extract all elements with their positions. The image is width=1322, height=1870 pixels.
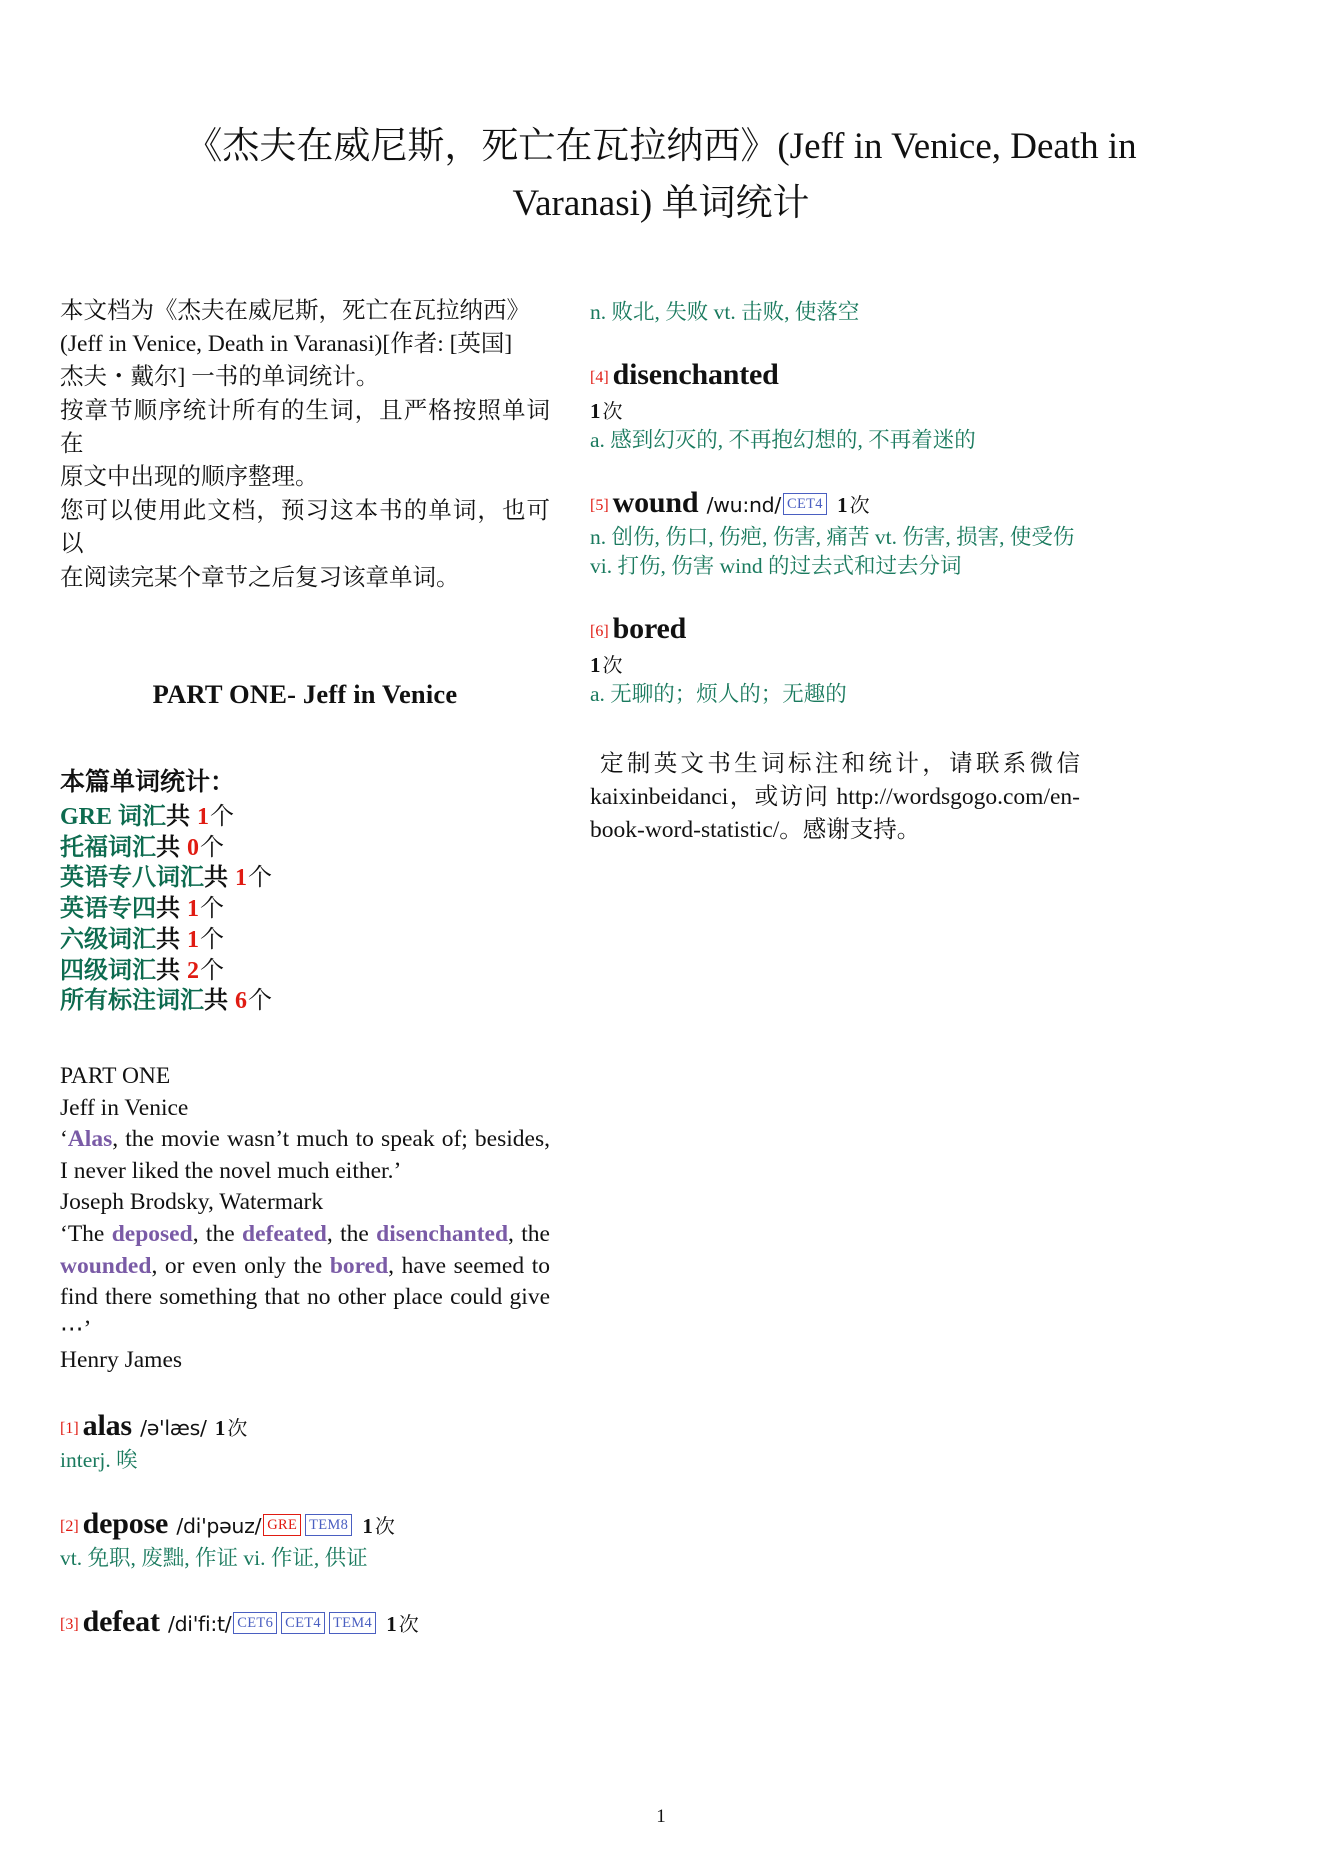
statistics-lines <box>60 802 550 1017</box>
intro-line-2: (Jeff in Venice, Death in Varanasi)[作者: [英国] <box>60 331 513 358</box>
word-occurrence-unit: 次 <box>398 1613 419 1636</box>
statistic-count: 0 <box>181 834 199 861</box>
intro-line-7: 在阅读完某个章节之后复习该章单词。 <box>60 564 460 591</box>
highlight-disenchanted: disenchanted <box>376 1220 509 1247</box>
word-occurrence-unit: 次 <box>602 400 623 423</box>
intro-line-5: 原文中出现的顺序整理。 <box>60 464 319 491</box>
quote-text-1: , the <box>192 1220 242 1247</box>
word-occurrence-count: 1 <box>590 398 601 423</box>
word-occurrence-count: 1 <box>831 492 848 517</box>
word-definition: a. 感到幻灭的, 不再抱幻想的, 不再着迷的 <box>590 427 976 452</box>
word-entry <box>590 356 1080 454</box>
statistic-row <box>60 863 550 894</box>
statistic-unit: 个 <box>248 988 272 1015</box>
statistic-label: 所有标注词汇 <box>60 988 204 1015</box>
promo-text: 定制英文书生词标注和统计，请联系微信 kaixinbeidanci，或访问 http://wordsgogo.com/en-book-word-statistic/。感谢支持。 <box>590 751 1080 843</box>
excerpt-block <box>60 1061 550 1377</box>
word-occurrence-unit: 次 <box>374 1515 395 1538</box>
word-entry-header <box>590 610 1080 648</box>
statistic-label: 托福词汇 <box>60 834 156 861</box>
exam-level-badge: CET4 <box>783 493 827 515</box>
word-definition: a. 无聊的；烦人的；无趣的 <box>590 681 847 706</box>
word-phonetic: /di'fi:t/ <box>161 1611 232 1636</box>
word-phonetic: /ə'læs/ <box>133 1415 207 1440</box>
page-number: 1 <box>656 1806 666 1827</box>
statistic-row <box>60 925 550 956</box>
statistic-gong: 共 <box>156 957 180 984</box>
statistic-unit: 个 <box>200 957 224 984</box>
exam-level-badge: CET6 <box>233 1612 277 1634</box>
statistic-label: 四级词汇 <box>60 957 156 984</box>
excerpt-quote-1 <box>60 1124 550 1187</box>
word-occurrence-unit: 次 <box>849 494 870 517</box>
exam-level-badge: CET4 <box>281 1612 325 1634</box>
excerpt-chapter-label: Jeff in Venice <box>60 1094 189 1121</box>
statistic-count: 1 <box>191 803 210 830</box>
statistic-count: 1 <box>181 926 199 953</box>
right-column <box>590 295 1080 847</box>
highlight-defeated: defeated <box>242 1220 327 1247</box>
word-occurrence-unit: 次 <box>227 1417 248 1440</box>
statistic-unit: 个 <box>210 803 235 830</box>
statistic-unit: 个 <box>248 865 272 892</box>
word-index: [6] <box>590 623 609 641</box>
statistic-row <box>60 833 550 864</box>
word-occurrence-count: 1 <box>381 1611 397 1636</box>
word-occurrence-line <box>590 649 1080 678</box>
left-column <box>60 295 550 1640</box>
intro-line-3: 杰夫・戴尔] 一书的单词统计。 <box>60 364 380 391</box>
intro-line-1: 本文档为《杰夫在威尼斯，死亡在瓦拉纳西》 <box>60 297 530 324</box>
word-phonetic: /wu:nd/ <box>700 492 781 517</box>
word-phonetic: /di'pəuz/ <box>170 1513 262 1538</box>
statistic-count: 1 <box>229 865 247 892</box>
statistic-unit: 个 <box>200 896 224 923</box>
word-index: [4] <box>590 369 609 387</box>
statistic-count: 6 <box>229 988 247 1015</box>
word-entry-header <box>60 1505 550 1543</box>
statistic-label: 英语专八词汇 <box>60 865 204 892</box>
statistic-row <box>60 802 550 833</box>
word-definition: n. 败北, 失败 vt. 击败, 使落空 <box>590 299 860 324</box>
highlight-deposed: deposed <box>111 1220 193 1247</box>
statistic-count: 2 <box>181 957 199 984</box>
highlight-wounded: wounded <box>60 1252 152 1279</box>
statistic-gong: 共 <box>204 988 228 1015</box>
statistic-gong: 共 <box>156 834 180 861</box>
intro-line-6: 您可以使用此文档，预习这本书的单词，也可以 <box>60 497 550 558</box>
statistic-unit: 个 <box>200 834 224 861</box>
word-definition: n. 创伤, 伤口, 伤疤, 伤害, 痛苦 vt. 伤害, 损害, 使受伤 vi. 打伤, 伤害 wind 的过去式和过去分词 <box>590 525 1075 578</box>
word-definition: interj. 唉 <box>60 1448 138 1473</box>
quote-text-5: , have seemed to find there something that no other place could give ⋯’ <box>60 1252 550 1342</box>
statistics-block <box>60 762 550 1017</box>
word-entry-list-left <box>60 1407 550 1640</box>
part-heading: PART ONE- Jeff in Venice <box>152 678 458 709</box>
quote-text-3: , the <box>508 1220 550 1247</box>
two-column-body <box>0 295 1322 1640</box>
exam-level-badge: TEM4 <box>329 1612 376 1634</box>
page-title: 《杰夫在威尼斯，死亡在瓦拉纳西》(Jeff in Venice, Death in Varanasi) 单词统计 <box>185 126 1137 225</box>
excerpt-quote-2 <box>60 1219 550 1345</box>
quote-text-4: , or even only the <box>151 1252 330 1279</box>
word-headword: disenchanted <box>612 358 779 392</box>
statistic-label: GRE 词汇 <box>60 803 167 830</box>
word-entry-list-right <box>590 298 1080 708</box>
word-headword: bored <box>612 612 687 646</box>
statistic-gong: 共 <box>166 803 191 830</box>
word-occurrence-line <box>590 395 1080 424</box>
statistic-gong: 共 <box>204 865 228 892</box>
word-headword: defeat <box>82 1604 160 1638</box>
statistic-count: 1 <box>181 896 199 923</box>
word-entry-header <box>590 356 1080 394</box>
quote-open-1: ‘ <box>60 1126 68 1153</box>
statistic-gong: 共 <box>156 896 180 923</box>
word-entry <box>60 1505 550 1573</box>
word-occurrence-count: 1 <box>209 1415 226 1440</box>
word-entry <box>60 1407 550 1475</box>
word-occurrence-count: 1 <box>590 652 601 677</box>
intro-line-4: 按章节顺序统计所有的生词，且严格按照单词在 <box>60 397 550 458</box>
word-index: [1] <box>60 1419 79 1437</box>
statistics-title: 本篇单词统计： <box>60 768 236 796</box>
exam-level-badge: GRE <box>263 1514 301 1536</box>
intro-paragraph <box>60 295 550 595</box>
statistic-unit: 个 <box>200 926 224 953</box>
word-occurrence-unit: 次 <box>602 654 623 677</box>
word-entry-header <box>590 484 1080 522</box>
word-index: [5] <box>590 496 609 514</box>
statistic-label: 英语专四 <box>60 896 156 923</box>
highlight-alas: Alas <box>67 1126 113 1153</box>
excerpt-attribution-2: Henry James <box>60 1347 183 1374</box>
highlight-bored: bored <box>329 1252 389 1279</box>
quote-text-2: , the <box>326 1220 377 1247</box>
word-headword: depose <box>82 1506 169 1540</box>
excerpt-attribution-1: Joseph Brodsky, Watermark <box>60 1189 324 1216</box>
word-index: [2] <box>60 1517 79 1535</box>
word-occurrence-count: 1 <box>357 1513 373 1538</box>
word-entry <box>590 610 1080 708</box>
word-definition: vt. 免职, 废黜, 作证 vi. 作证, 供证 <box>60 1546 368 1571</box>
quote-open-2: ‘The <box>60 1220 112 1247</box>
statistic-gong: 共 <box>156 926 180 953</box>
word-headword: alas <box>82 1408 132 1442</box>
statistic-row <box>60 894 550 925</box>
word-entry <box>590 484 1080 580</box>
statistic-row <box>60 956 550 987</box>
quote-rest-1: , the movie wasn’t much to speak of; besides, I never liked the novel much either.’ <box>60 1126 550 1184</box>
word-entry <box>590 298 1080 326</box>
word-index: [3] <box>60 1615 79 1633</box>
statistic-row <box>60 986 550 1017</box>
word-entry-header <box>60 1603 550 1641</box>
word-entry-header <box>60 1407 550 1445</box>
word-headword: wound <box>612 485 699 519</box>
statistic-label: 六级词汇 <box>60 926 156 953</box>
exam-level-badge: TEM8 <box>305 1514 352 1536</box>
word-entry <box>60 1603 550 1641</box>
excerpt-part-label: PART ONE <box>60 1062 171 1089</box>
